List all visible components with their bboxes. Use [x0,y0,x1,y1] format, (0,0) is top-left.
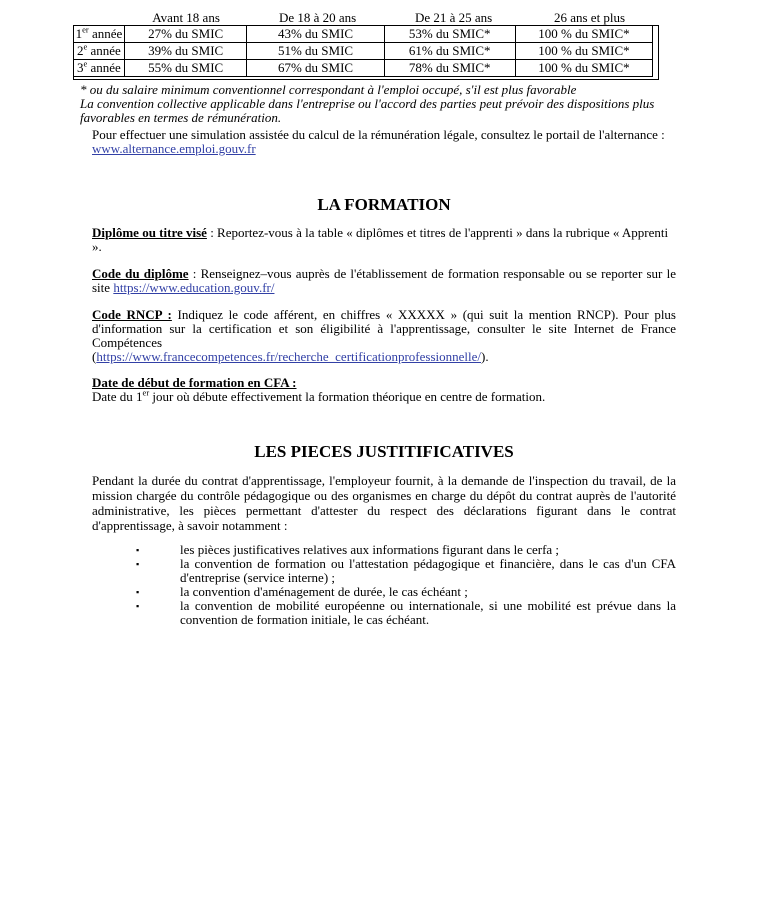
diplome-vise-text: : Reportez-vous à la table « diplômes et titres de l'apprenti » dans la rubrique « Apprenti ». [92,225,669,254]
table-cell: 53% du SMIC* [384,26,515,43]
table-cell: 100 % du SMIC* [515,60,652,77]
table-row [74,60,653,77]
table-cell: 100 % du SMIC* [515,43,652,60]
remuneration-table-header [73,10,659,25]
row-label: 1er année [74,26,124,43]
pieces-bullet-list [136,543,676,627]
footnote-convention: La convention collective applicable dans l'entreprise ou l'accord des parties peut prévoir des dispositions plus favorables en termes de rémunération. [80,96,655,125]
education-gouv-link[interactable]: https://www.education.gouv.fr/ [113,280,275,295]
remuneration-table [73,10,659,80]
code-rncp-label: Code RNCP : [92,307,172,322]
bullet-item: ▪ la convention de mobilité européenne ou internationale, si une mobilité est prévue dans la convention de formation initiale, le cas échéant. [136,599,676,627]
table-cell: 78% du SMIC* [384,60,515,77]
table-cell: 39% du SMIC [124,43,247,60]
date-debut-text-pre: Date du 1 [92,389,143,404]
code-rncp-paren-open: ( [92,349,97,364]
bullet-item: ▪ la convention de formation ou l'attestation pédagogique et financière, dans le cas d'un CFA d'entreprise (service interne) ; [136,557,676,585]
formation-title: LA FORMATION [317,195,451,214]
bullet-item: ▪ la convention d'aménagement de durée, le cas échéant ; [136,585,676,599]
date-debut-sup: er [142,387,150,398]
date-debut-paragraph [92,376,676,404]
code-diplome-text: : Renseignez–vous auprès de l'établissement de formation responsable ou se reporter sur le site [92,266,676,295]
code-diplome-paragraph [92,267,676,295]
table-footnotes [80,83,677,125]
date-debut-label: Date de début de formation en CFA : [92,375,297,390]
table-cell: 61% du SMIC* [384,43,515,60]
code-rncp-text: Indiquez le code afférent, en chiffres « XXXXX » (qui suit la mention RNCP). Pour plus d'information sur la certification et son éligibilité à l'apprentissage, consulter le site Internet de France Compétences [92,307,676,350]
code-rncp-paren-close: ). [481,349,489,364]
column-header: De 18 à 20 ans [278,10,357,25]
column-header: Avant 18 ans [152,10,220,25]
code-rncp-paragraph [92,308,676,364]
table-cell: 67% du SMIC [247,60,384,77]
header-row [73,10,659,25]
date-debut-text-post: jour où débute effectivement la formation théorique en centre de formation. [149,389,546,404]
corner-cell [73,10,124,25]
footnote-asterisk: * ou du salaire minimum conventionnel correspondant à l'emploi occupé, s'il est plus favorable [80,82,577,97]
france-competences-link[interactable]: https://www.francecompetences.fr/recherche_certificationprofessionnelle/ [96,349,481,364]
row-label: 2e année [74,43,124,60]
table-row [74,26,653,43]
row-label: 3e année [74,60,124,77]
column-header: 26 ans et plus [553,10,626,25]
table-cell: 55% du SMIC [124,60,247,77]
simulation-paragraph [92,128,676,156]
table-cell: 100 % du SMIC* [515,26,652,43]
remuneration-table-body [74,26,653,77]
simulation-text: Pour effectuer une simulation assistée du calcul de la rémunération légale, consultez le portail de l'alternance : [92,127,665,142]
table-cell: 27% du SMIC [124,26,247,43]
column-header: De 21 à 25 ans [414,10,493,25]
code-diplome-label: Code du diplôme [92,266,189,281]
alternance-portal-link[interactable]: www.alternance.emploi.gouv.fr [92,141,256,156]
diplome-vise-paragraph [92,226,676,254]
table-row [74,43,653,60]
pieces-title: LES PIECES JUSTITIFICATIVES [254,442,514,461]
diplome-vise-label: Diplôme ou titre visé [92,225,207,240]
table-cell: 43% du SMIC [247,26,384,43]
table-cell: 51% du SMIC [247,43,384,60]
bullet-item: ▪ les pièces justificatives relatives aux informations figurant dans le cerfa ; [136,543,676,557]
remuneration-table-box [73,25,659,80]
pieces-intro: Pendant la durée du contrat d'apprentissage, l'employeur fournit, à la demande de l'inspection du travail, de la mission chargée du contrôle pédagogique ou des organismes en charge du dépôt du contrat auprès de l'autorité administrative, les pièces permettant d'attester du respect des déclarations figurant dans le contrat d'apprentissage, à savoir notamment : [92,473,676,533]
remuneration-table-grid [74,26,653,77]
